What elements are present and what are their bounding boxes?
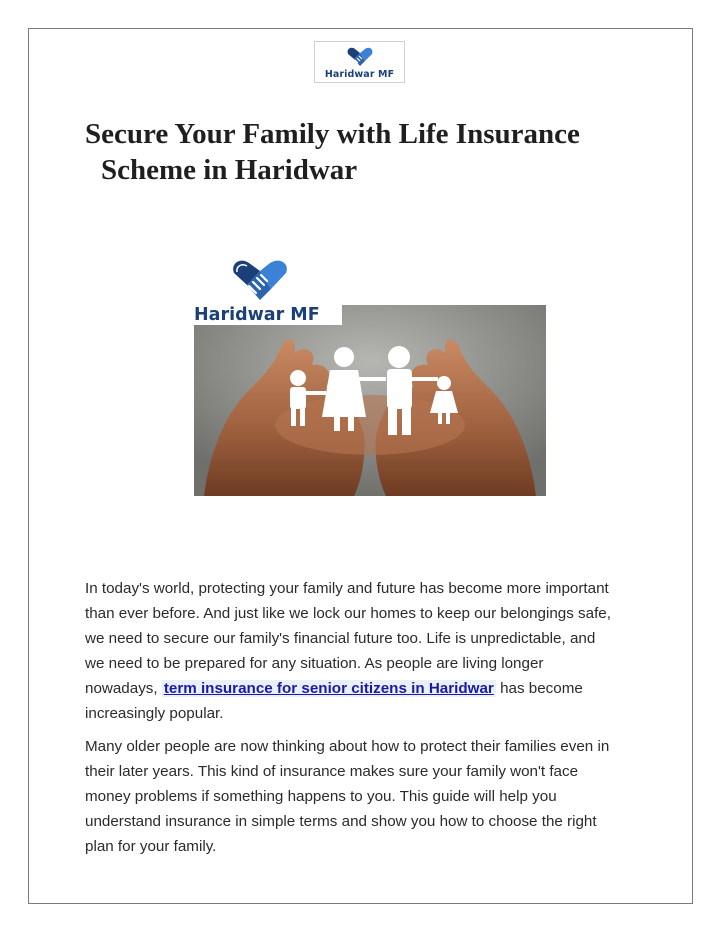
intro-paragraph	[85, 576, 685, 726]
intro-line-2: than ever before. And just like we lock our homes to keep our belongings safe,	[85, 605, 611, 622]
intro-line-6: increasingly popular.	[85, 705, 224, 722]
intro-line-1: In today's world, protecting your family and future has become more important	[85, 580, 609, 597]
hero-brand-text: Haridwar MF	[194, 305, 342, 325]
header-logo	[314, 41, 405, 83]
intro-line-5-before: nowadays,	[85, 680, 162, 697]
second-line-5: plan for your family.	[85, 838, 217, 855]
intro-line-5	[85, 676, 685, 701]
second-paragraph	[85, 734, 685, 859]
hands-holding-family-icon	[194, 305, 546, 496]
second-line-3: money problems if something happens to you. This guide will help you	[85, 788, 557, 805]
intro-line-3: we need to secure our family's financial future too. Life is unpredictable, and	[85, 630, 596, 647]
handshake-heart-logo-icon	[228, 255, 292, 305]
page-title	[85, 116, 685, 188]
title-line-2: Scheme in Haridwar	[101, 154, 358, 186]
header-logo-text: Haridwar MF	[324, 69, 395, 80]
term-insurance-link[interactable]: term insurance for senior citizens in Haridwar	[163, 680, 494, 697]
intro-line-4: we need to be prepared for any situation. As people are living longer	[85, 655, 544, 672]
intro-line-5-after: has become	[495, 680, 583, 697]
second-line-2: their later years. This kind of insurance makes sure your family won't face	[85, 763, 579, 780]
second-line-4: understand insurance in simple terms and show you how to choose the right	[85, 813, 597, 830]
title-line-1: Secure Your Family with Life Insurance	[85, 118, 580, 150]
hero-image	[194, 305, 546, 496]
second-line-1: Many older people are now thinking about how to protect their families even in	[85, 738, 610, 755]
handshake-heart-icon	[345, 45, 375, 69]
